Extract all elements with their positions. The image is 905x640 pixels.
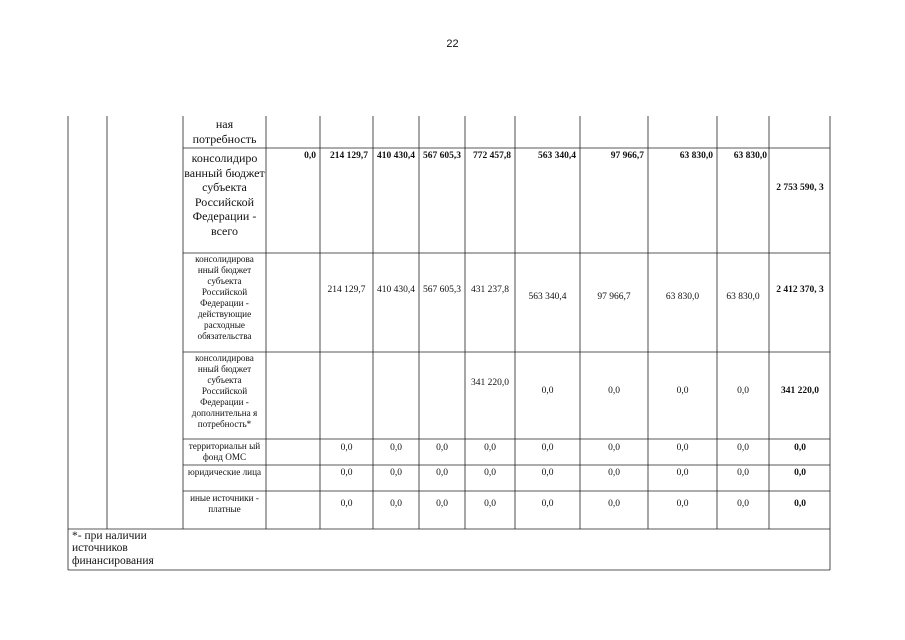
row-label-oms: территориальн ый фонд ОМС bbox=[188, 441, 261, 462]
additional-value-8: 0,0 bbox=[737, 386, 749, 396]
additional-value-6: 0,0 bbox=[608, 386, 620, 396]
other-value-1: 0,0 bbox=[340, 499, 353, 509]
oms-value-1: 0,0 bbox=[340, 443, 353, 453]
current-value-6: 97 966,7 bbox=[597, 292, 631, 302]
current-value-1: 214 129,7 bbox=[327, 285, 366, 295]
row-label-additional: консолидирова нный бюджет субъекта Российской Федерации - дополнительна я потребность* bbox=[191, 353, 258, 429]
other-value-4: 0,0 bbox=[484, 499, 496, 509]
current-value-5: 563 340,4 bbox=[528, 292, 567, 302]
legal-value-1: 0,0 bbox=[340, 468, 353, 478]
total-value-2: 410 430,4 bbox=[377, 151, 415, 161]
legal-sum: 0,0 bbox=[794, 468, 806, 478]
current-value-2: 410 430,4 bbox=[377, 285, 415, 295]
legal-value-8: 0,0 bbox=[737, 468, 749, 478]
additional-value-7: 0,0 bbox=[676, 386, 689, 396]
legal-value-7: 0,0 bbox=[676, 468, 689, 478]
current-value-8: 63 830,0 bbox=[726, 292, 760, 302]
additional-sum: 341 220,0 bbox=[781, 386, 819, 396]
total-value-8: 63 830,0 bbox=[733, 151, 767, 161]
other-value-3: 0,0 bbox=[436, 499, 448, 509]
other-value-6: 0,0 bbox=[608, 499, 620, 509]
additional-value-5: 0,0 bbox=[541, 386, 554, 396]
total-value-5: 563 340,4 bbox=[538, 151, 576, 161]
oms-value-5: 0,0 bbox=[541, 443, 554, 453]
current-sum: 2 412 370, 3 bbox=[776, 285, 824, 295]
oms-value-6: 0,0 bbox=[608, 443, 620, 453]
oms-value-4: 0,0 bbox=[484, 443, 496, 453]
other-value-2: 0,0 bbox=[390, 499, 402, 509]
legal-value-5: 0,0 bbox=[541, 468, 554, 478]
total-value-1: 214 129,7 bbox=[330, 151, 368, 161]
total-value-4: 772 457,8 bbox=[473, 151, 511, 161]
additional-value-4: 341 220,0 bbox=[471, 378, 509, 388]
legal-value-6: 0,0 bbox=[608, 468, 620, 478]
current-value-7: 63 830,0 bbox=[665, 292, 700, 302]
current-value-4: 431 237,8 bbox=[471, 285, 509, 295]
row-label-total: консолидиро ванный бюджет субъекта Российской Федерации - всего bbox=[184, 151, 265, 238]
total-value-7: 63 830,0 bbox=[679, 151, 713, 161]
row-label-legal: юридические лица bbox=[187, 467, 262, 477]
total-value-6: 97 966,7 bbox=[610, 151, 644, 161]
legal-value-3: 0,0 bbox=[436, 468, 448, 478]
other-value-8: 0,0 bbox=[737, 499, 749, 509]
oms-value-8: 0,0 bbox=[737, 443, 749, 453]
current-value-3: 567 605,3 bbox=[423, 285, 461, 295]
oms-value-7: 0,0 bbox=[676, 443, 689, 453]
page-number: 22 bbox=[446, 38, 459, 50]
footnote: *- при наличии источников финансирования bbox=[72, 530, 154, 567]
total-sum: 2 753 590, 3 bbox=[776, 183, 824, 193]
other-value-7: 0,0 bbox=[676, 499, 689, 509]
total-value-0: 0,0 bbox=[304, 151, 316, 161]
oms-sum: 0,0 bbox=[794, 443, 806, 453]
total-value-3: 567 605,3 bbox=[423, 151, 461, 161]
other-sum: 0,0 bbox=[794, 499, 806, 509]
legal-value-2: 0,0 bbox=[390, 468, 402, 478]
row-label-current: консолидирова нный бюджет субъекта Российской Федерации - действующие расходные обязательства bbox=[195, 254, 254, 341]
oms-value-3: 0,0 bbox=[436, 443, 448, 453]
legal-value-4: 0,0 bbox=[484, 468, 496, 478]
row-label-continued: ная потребность bbox=[192, 117, 257, 146]
other-value-5: 0,0 bbox=[541, 499, 554, 509]
oms-value-2: 0,0 bbox=[390, 443, 402, 453]
row-label-other: иные источники - платные bbox=[190, 493, 259, 514]
